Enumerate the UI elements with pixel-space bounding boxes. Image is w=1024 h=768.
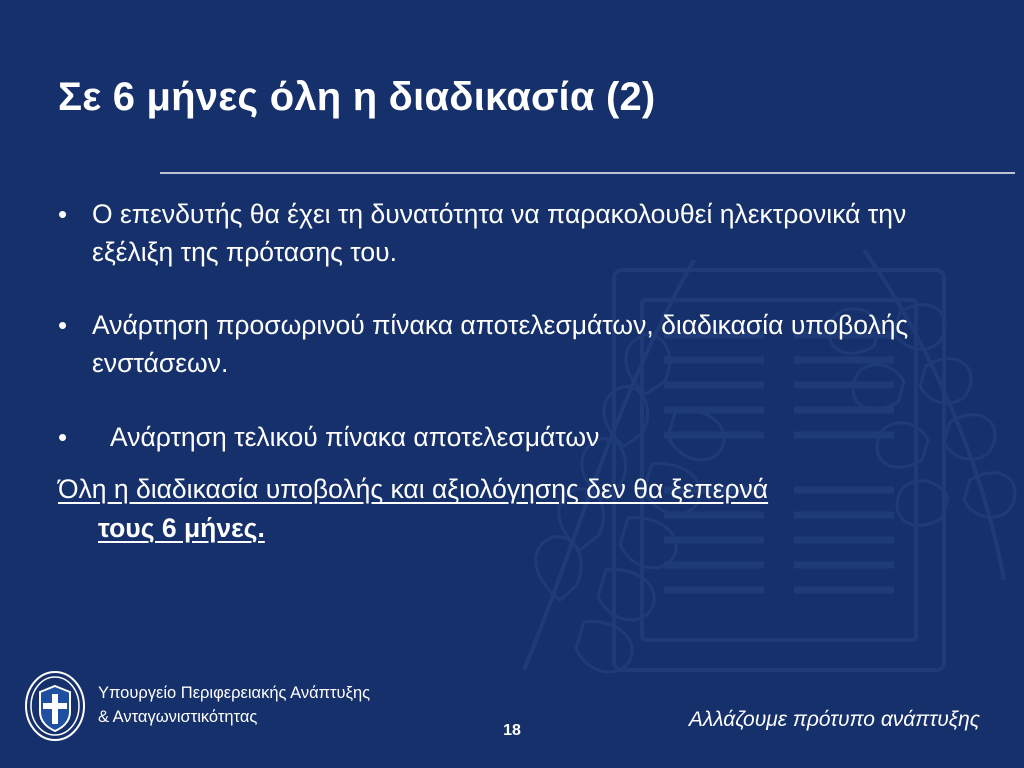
title-divider (160, 172, 1015, 174)
emphasis-text (58, 470, 978, 548)
emphasis-line-2: τους 6 μήνες. (98, 513, 265, 544)
slide-title: Σε 6 μήνες όλη η διαδικασία (2) (58, 75, 656, 119)
bullet-marker: • (58, 310, 68, 341)
bullet-text: Ανάρτηση προσωρινού πίνακα αποτελεσμάτων, διαδικασία υποβολής ενστάσεων. (92, 310, 909, 378)
bullet-text: Ο επενδυτής θα έχει τη δυνατότητα να παρακολουθεί ηλεκτρονικά την εξέλιξη της πρότασης του. (92, 199, 907, 267)
list-item (58, 307, 978, 382)
bullet-marker: • (58, 199, 68, 229)
tagline: Αλλάζουμε πρότυπο ανάπτυξης (688, 708, 980, 731)
list-item (58, 419, 978, 457)
page-number: 18 (503, 722, 521, 739)
bullet-text: Ανάρτηση τελικού πίνακα αποτελεσμάτων (110, 421, 600, 452)
ministry-line-2: & Ανταγωνιστικότητας (98, 708, 258, 726)
slide-body (58, 196, 978, 549)
list-item (58, 196, 978, 271)
bullet-marker: • (58, 421, 68, 452)
emphasis-line-1: Όλη η διαδικασία υποβολής και αξιολόγησης δεν θα ξεπερνά (58, 474, 769, 505)
ministry-line-1: Υπουργείο Περιφερειακής Ανάπτυξης (98, 684, 371, 703)
